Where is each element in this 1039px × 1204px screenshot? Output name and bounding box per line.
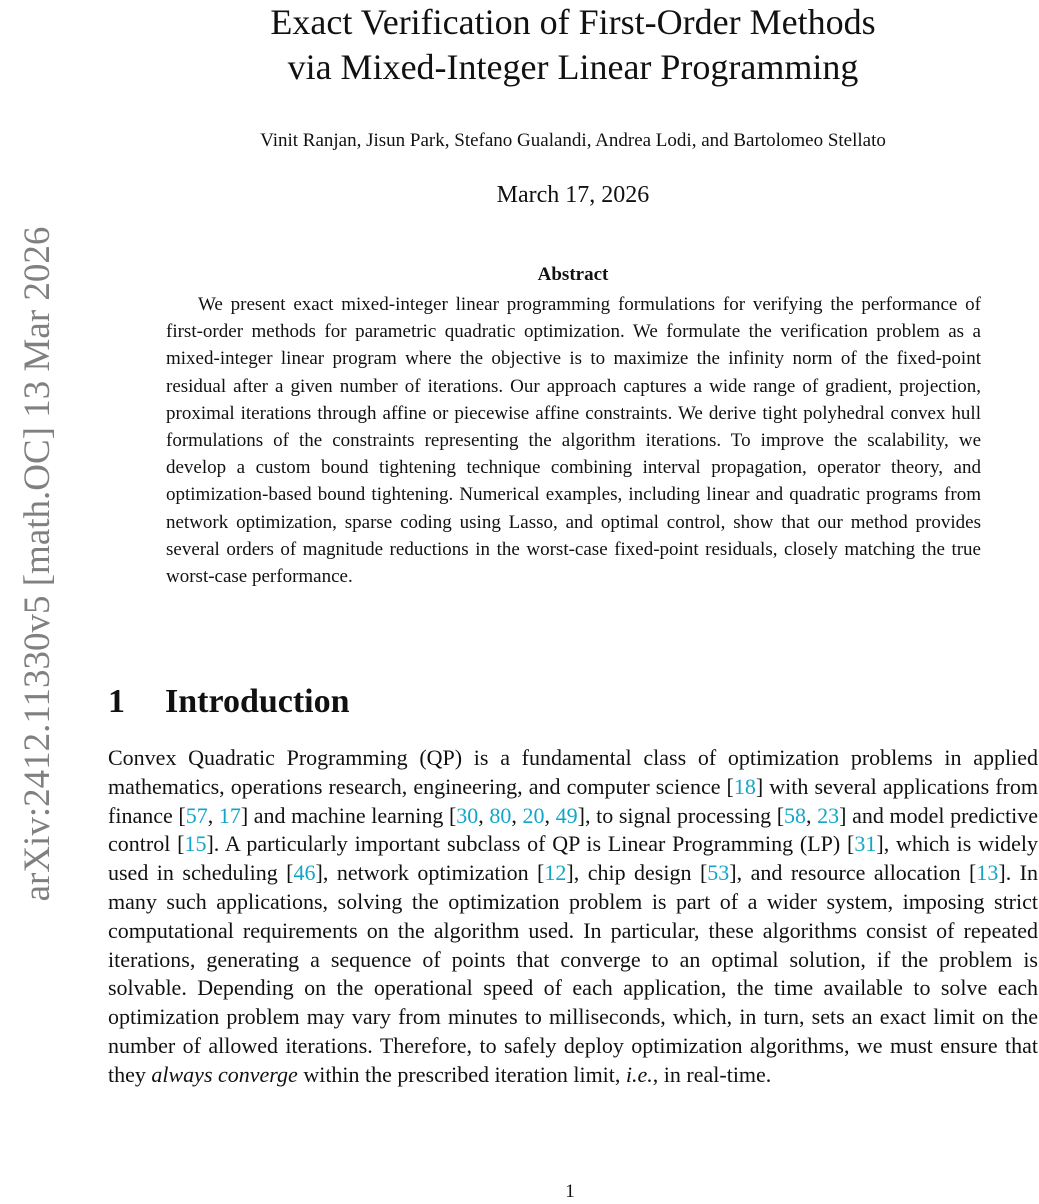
citation-link[interactable]: 13	[976, 860, 999, 886]
intro-text: ] with several applications from finance [	[108, 773, 1038, 828]
citation-link[interactable]: 17	[218, 802, 241, 828]
intro-text: , in real-time.	[652, 1061, 772, 1087]
citation-link[interactable]: 49	[555, 802, 578, 828]
intro-text: ], to signal processing [	[577, 802, 785, 828]
citation-link[interactable]: 80	[489, 802, 512, 828]
section-number: 1	[108, 683, 125, 720]
intro-text: ]. In many such applications, solving the optimization problem is part of a wider system, imposing strict computational requirements on the algorithm used. In particular, these algorithms consist of repeated iterations, generating a sequence of points that converge to an optimal solution, if the problem is solvable. Depending on the operational speed of each application, the time available to solve each optimization problem may vary from minutes to milliseconds, which, in turn, sets an exact limit on the number of allowed iterations. Therefore, to safely deploy optimization algorithms, we must ensure that they	[108, 860, 1039, 1087]
abstract-heading: Abstract	[537, 264, 609, 285]
intro-text: ,	[544, 802, 556, 828]
intro-text: ]. A particularly important subclass of QP is Linear Programming (LP) [	[206, 831, 855, 857]
section-title: Introduction	[165, 683, 350, 720]
arxiv-identifier-stamp: arXiv:2412.11330v5 [math.OC] 13 Mar 2026	[17, 226, 58, 902]
intro-text: ], network optimization [	[315, 860, 545, 886]
citation-link[interactable]: 15	[184, 831, 207, 857]
intro-text: ,	[478, 802, 490, 828]
paper-title-line-2: via Mixed-Integer Linear Programming	[287, 47, 859, 87]
citation-link[interactable]: 53	[707, 860, 730, 886]
citation-link[interactable]: 20	[522, 802, 545, 828]
introduction-paragraph	[108, 744, 1038, 1090]
paper-title	[160, 0, 986, 90]
citation-link[interactable]: 18	[733, 773, 756, 799]
intro-text: ,	[511, 802, 523, 828]
section-heading	[108, 680, 708, 724]
page-number: 1	[565, 1181, 575, 1202]
intro-text: ], and resource allocation [	[729, 860, 977, 886]
intro-text: ], which is widely used in scheduling [	[108, 831, 1038, 886]
citation-link[interactable]: 57	[185, 802, 208, 828]
citation-link[interactable]: 12	[544, 860, 567, 886]
intro-text: ] and model predictive control [	[108, 802, 1039, 857]
intro-text: ] and machine learning [	[240, 802, 457, 828]
paper-title-line-1: Exact Verification of First-Order Methods	[270, 2, 876, 42]
emphasis-ie: i.e.	[625, 1061, 653, 1087]
citation-link[interactable]: 46	[293, 860, 316, 886]
citation-link[interactable]: 31	[854, 831, 877, 857]
citation-link[interactable]: 58	[784, 802, 807, 828]
intro-text: within the prescribed iteration limit,	[297, 1061, 626, 1087]
abstract-text: We present exact mixed-integer linear programming formulations for verifying the performance of first-order methods for parametric quadratic optimization. We formulate the verification problem as a mixed-integer linear program where the objective is to maximize the infinity norm of the fixed-point residual after a given number of iterations. Our approach captures a wide range of gradient, projection, proximal iterations through affine or piecewise affine constraints. We derive tight polyhedral convex hull formulations of the constraints representing the algorithm iterations. To improve the scalability, we develop a custom bound tightening technique combining interval propagation, operator theory, and optimization-based bound tightening. Numerical examples, including linear and quadratic programs from network optimization, sparse coding using Lasso, and optimal control, show that our method provides several orders of magnitude reductions in the worst-case fixed-point residuals, closely matching the true worst-case performance.	[166, 294, 981, 588]
intro-text: Convex Quadratic Programming (QP) is a fundamental class of optimization problems in applied mathematics, operations research, engineering, and computer science [	[108, 745, 1038, 799]
emphasis-always-converge: always converge	[151, 1061, 298, 1087]
citation-link[interactable]: 30	[456, 802, 479, 828]
intro-text: ,	[207, 802, 219, 828]
citation-link[interactable]: 23	[817, 802, 840, 828]
intro-text: ,	[806, 802, 818, 828]
intro-text: ], chip design [	[566, 860, 708, 886]
publication-date: March 17, 2026	[496, 182, 650, 208]
author-list: Vinit Ranjan, Jisun Park, Stefano Gualandi, Andrea Lodi, and Bartolomeo Stellato	[260, 130, 886, 151]
